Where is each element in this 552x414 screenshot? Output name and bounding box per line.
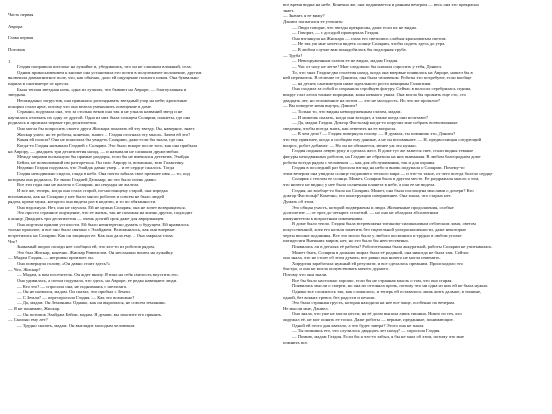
text-line: — Не так уж мне хочется видеть солнце Солярии, чтобы сидеть здесь до утра. (292, 41, 446, 47)
text-line: на Аврору, — двадцать три десятилетия назад, — и называли не слишком дружелюбно. (8, 148, 180, 154)
text-line: Была теплая звездная ночь, одна из лучших, что бывают на Авроре, — благоуханная и (17, 86, 187, 92)
book-title: Аврора (8, 23, 23, 29)
text-line: В доме было тепло. Глэдия была встревожена титаново-силиконовым отблеском ламп, светом (292, 221, 476, 227)
text-line: — И можешь сказать, когда они всходят, а также когда они исчезают? (292, 114, 428, 120)
text-line: Неожиданно загрустив, она принялась разглядывать звездный узор на небе; крохотные (17, 97, 188, 103)
text-line: иммунитетом к возрастным изменениям. (283, 215, 364, 221)
text-line: Это общая участь, которой подвержены и люди. Жизненные продолжения, особые (292, 204, 454, 210)
text-line: — Говорят, — с досадой проворчала Глэдия. (292, 30, 380, 36)
text-line: двадцать лет, но отложенное на потом — это не молодость. Но что же прошлое? (283, 97, 441, 103)
part-heading: Часть первая (8, 12, 34, 17)
text-line: она знала, что не стоит об этом думать; все равно она ничего не могла изменить. (283, 255, 441, 261)
text-line: Между мирами вспыхнули бы прямые раздоры, если бы не вмешался детектив, Элайдж (17, 154, 190, 160)
text-line: Она сходила за собой и сохранила стройную фигуру. Сейчас в волосах серебрилась седина, (292, 86, 472, 92)
text-line: — С Земли? — переспросила Глэдия. — Как это возможно? (17, 294, 135, 300)
text-line: окружал её, не мог понять ее тоски. Даже роботы — верные, преданные, понимающие. (283, 317, 454, 322)
text-line: звездная. (8, 92, 26, 98)
text-line: научилась отличать их одну от другой. Одна из них была солнцем Солярии, планеты, где она (8, 114, 191, 120)
text-line: что ему приятнее, когда я сообщаю ему данные, а не он вспоминает. — И, предвосхищая следующий (283, 137, 482, 142)
text-line: Одной ей этого дня хватало, а что будет завтра? Этого она не знала. (292, 322, 425, 328)
chapter-subtitle: Потомок (8, 46, 26, 52)
text-line: — Ты помнишь его, что случилось двадцать лет назад? — спросила Глэдия. (292, 328, 441, 334)
text-line: — Он потомок Элайджа Бейли, мадам. Я думаю, вы захотите его принять. (17, 311, 163, 317)
text-line: Что? (8, 238, 18, 244)
text-line: помнить все. (283, 339, 309, 345)
text-line: пятидесяти Внешних миров, нет, но это было бы неестественно. (283, 238, 410, 244)
text-line: Глэдия, но вообще-то было на Солярии. Может, она была поглощена мыслями о дочери? Кто (292, 187, 474, 193)
text-line: Не мысли мне, Дэниел. (283, 305, 329, 311)
text-line: включила диамагнитное поле, что, как обычно, дало ей ощущение полного покоя. Она буквально (8, 75, 199, 81)
text-line: только прошлое, и все оно было связано с Элайджем. Вспомнилось, как они впервые (8, 227, 175, 233)
text-line: Все эти годы она не жалела о Солярии, ни секунды не жалела. (17, 182, 140, 188)
text-line: — Мадам Глэдия, — негромко произнес он. (8, 255, 94, 261)
text-line: Когда-то Глэдия называли Глэдией с Солярии. Это было вскоре после того, как она прибыла (17, 142, 198, 148)
text-line: Может быть, Солярия в дальних мирах была её родиной, она никогда не была там. Сейчас (292, 249, 469, 255)
text-line: — Невооруженным глазом ее не видно, мадам Глэдия. (292, 58, 399, 64)
text-line: Думать об этом. (283, 198, 315, 204)
text-line: Странно, подумала она, что за столько веков она так и не узнала названий звезд и не (17, 109, 183, 115)
text-line: все время видна на небе. Конечно же, она поднимается и ранним вечером — весь она это прекрасно (283, 2, 479, 7)
text-line: вокруг глаз легли тонкие морщинки, кожа немного увяла. Она могла бы прожить еще сто, сто (283, 92, 466, 97)
text-line: искорки стали ярче, потому что она велела уменьшить освещение в доме. (8, 103, 153, 109)
text-line: рядом, кроме мужа, которого она видела раз в неделю, и то по обязанности. (8, 199, 157, 205)
text-line: — Мадам, к вам посетитель. Он ждет внизу. Я взял на себя смелость впустить его. (17, 272, 179, 278)
text-line: вспоминала, как на Солярии у нее было много роботов и совсем не было людей (8, 193, 164, 199)
text-line: искусственной, хотя его нельзя заметить без тщательной ультраскопичности, даже некоторые (283, 227, 467, 232)
text-line: — В любом случае вам понадобилась бы подзорная труба. (292, 47, 407, 52)
text-line: — В чем дело? — Глэдия повернула голову. — Я думала, ты помнишь это, Дэниел? (292, 131, 456, 137)
text-line: Бейли, не позволивший им разгореться. Он спас Аврору и, возможно, всю Галактику. (17, 159, 185, 165)
text-line: — Помню, мадам Глэдия. Если бы я что-то забыл, я бы не знал об этом, потому что мне (292, 333, 464, 339)
text-line: Она могла бы попросить своего друга Жискара показать ей эту звезду. Он, наверное, знает. (17, 126, 196, 131)
left-column (8, 2, 272, 329)
text-line: Это была странная грусть, которая находила на нее все чаще, особенно по вечерам. (292, 300, 456, 306)
section-number: 1 (8, 58, 11, 64)
text-line: Она вздохнула. Нет, она не скучала. Ей не нужна Солярия, она не хочет возвращаться. (17, 204, 186, 210)
text-line: парила в сантиметре от кресла. (8, 81, 70, 86)
text-line: — Кто это? — спросила она, не поднимаясь с шезлонга. (17, 283, 128, 289)
text-line: знает. (283, 7, 295, 13)
text-line: Она ощутила прилив усталости. Ей было неинтересно думать о будущем. Ей нравилось (17, 221, 190, 227)
text-line: Глэдия неподвижно сидела, глядя в небо. Она почти забыла свое прежнее имя — то, под (17, 171, 190, 176)
text-line: — Люди говорят, что звезды прекрасны, даже если их не видно. (292, 24, 418, 30)
text-line: Она знала, что уже не могла нести; на её долю выпала лишь тишина. Никто из тех, кто (292, 311, 462, 317)
text-line: Она удивилась, а потом подумала, что здесь, на Авроре, ее редко навещают люди. (17, 277, 178, 283)
text-line: — Трудно сказать, мадам. Он выглядит молодым человеком. (17, 322, 136, 328)
text-line: Солярия с теплом ее солнца. Может, Солярия была в другом месте. Ее раздражала мысль о том, (292, 176, 480, 182)
text-line: — Да, мадам Глэдия. Доктор Фастольф когда-то поручил мне собрать всевозможные (292, 120, 458, 126)
text-line: Глэдия подняла левую руку и сделала жест. В доме тут же зажегся свет, стали видны темные (292, 148, 474, 154)
text-line: родилась и прожила первые три десятилетия. (8, 120, 97, 126)
text-line: Глэдия в последний раз бросила взгляд на небо и вновь подумала о Солярии. Почему-то (292, 165, 465, 171)
text-line: Однако все сложилось так, как сложилось, и теперь ей оставалось лишь жить дальше, в тишине, (292, 288, 482, 294)
text-line: Дэниел попытался ее утешить: (283, 18, 344, 24)
text-line: быстро, и она не могла почувствовать ничего дурного. (283, 266, 390, 272)
text-line: Это просто странное ощущение, что ее жизнь, так не похожая на жизнь других, подходит (17, 210, 193, 216)
chapter-heading: Глава первая (8, 35, 33, 41)
text-line: Знакомый шорох позади нее сообщил ей, что кто-то из роботов рядом. (17, 244, 156, 250)
text-line: Одним прикосновением к кнопке она установила его почти в полулежачее положение, другим (17, 69, 202, 75)
text-line: — Вы поведете меня внутрь, Дэниел? (283, 103, 358, 109)
text-line: роботы всегда рядом с человеком — как для обслуживания, так и для охраны. (283, 159, 436, 165)
right-column (283, 2, 547, 345)
text-line: Потому что они знали. (283, 272, 328, 277)
text-line: фигуры неподвижных роботов, на Глэдию не обратила на них внимания. В любом благородном доме (283, 153, 481, 159)
text-line: Появились ли в деталях её работы? Робототехника была аккуратной, работы Солярии не учитывалась. (292, 243, 493, 249)
text-line: одной, без всяких тревог, без радости и печали. (283, 294, 376, 300)
text-line: — Он не назвался, мадам. Он сказал, что прибыл с Земли. (17, 289, 131, 295)
text-line: — Да, мадам. Он Землянин. Однако, как он выразился, не совсем землянин. (17, 300, 166, 306)
text-line: к концу. Двадцать три десятилетия — очень долгий срок даже для аврорианцев. (8, 216, 165, 221)
text-line: доктор Фастольф? Конечно, его конструкция совершеннее. Она знала, что старых нет. (283, 193, 452, 199)
text-line: Хирургия заработала нужный ей результат, и все сделалось прежним. Происходило это (292, 260, 463, 266)
text-line: — Я не понимаю, Жискар. (8, 306, 61, 311)
text-line: долголетие — от трех до четырех столетий. — но она не обладала абсолютным (283, 210, 439, 216)
text-line: — Только то, что видны невооруженным глазом, мадам. (292, 108, 402, 114)
text-line: — Что, Жискар? (8, 266, 41, 272)
text-line: Жискар ушел, но ее роботы, конечно, знают… Глэдия отогнала эту мысль. Зачем ей это? (17, 131, 191, 137)
text-line: Это был Жискар, конечно. Жискар Ривентлов. Он неслышно вошел на лужайку. (17, 249, 174, 255)
text-line: Недавно Глэдия подумала, что Элайдж давно умер… и ее сердце сжалось. Тогда (17, 165, 175, 171)
text-line: — Сколько ему лет? (8, 317, 48, 323)
text-line: Какая ей польза? Она не пожелала бы увидеть Солярию, даже если бы знала, где она. (17, 137, 185, 143)
text-line: Глэдия поправила шезлонг на лужайке и, убедившись, что он не слишком влажный, села. (17, 64, 192, 70)
text-line: Она взглянула на Жискара — глаза его светились слабым красноватым светом. (292, 35, 447, 41)
text-line: что ничего не видно; у нее была солнечная планета в небе, а она ее не видела. (283, 182, 436, 187)
text-line: встретились на Солярии. Как он защищал ее. Как она дала ему… Она закрыла глаза. (8, 232, 174, 238)
text-line: ней пережиток. В отличие от Дэниела, она была человеком. Роботы это потребуют, если вообще (283, 75, 472, 81)
text-line: — на десять сантиметров ниже идеального роста женщины Галактики. (292, 80, 432, 86)
right-text-body (283, 2, 547, 345)
text-line: То, что знал Глэдия-два столетия назад, когда она впервые появилась на Авроре, нашел бы в (292, 69, 473, 75)
text-line: черты вполне подлинны. Все это могло было у любого космонита и трудно в любом уголке (283, 232, 462, 238)
text-line: сведения, чтобы всегда знать, как ответить на ее вопросы. (283, 125, 397, 131)
text-line: Появились мысли о смерти, но она их отгоняла прочь, потому что ни одна из них ей не была нужна. (292, 283, 489, 289)
text-line: этим вечером она увидела солнце тогдашнего теплого мира — и что-то такое, от чего всегда болело сердце (283, 170, 493, 176)
text-line: которым она родилась. Ее звали Глэдией Дельмар, но это было очень давно. (8, 176, 157, 182)
text-line: — Час от часу не легче! Мне следовало бы сначала спросить у тебя, Дэниел. (292, 63, 442, 69)
text-line: И все же, теперь, когда она стала старой, по-настоящему старой, она изредка (17, 187, 168, 193)
text-line: — Труба? (283, 52, 303, 58)
left-text-body (8, 64, 272, 328)
text-line: — Значит, я ее вижу? (283, 13, 325, 19)
text-line: Все бы было настолько хорошо, если бы не странная мысль о том, что она старая. (292, 277, 453, 283)
text-line: вопрос, робот добавил: — Но он не обижается, менее уж это нужно. (283, 142, 417, 148)
text-line: Она повернула голову. «Он давно стоит здесь?» (17, 261, 111, 266)
